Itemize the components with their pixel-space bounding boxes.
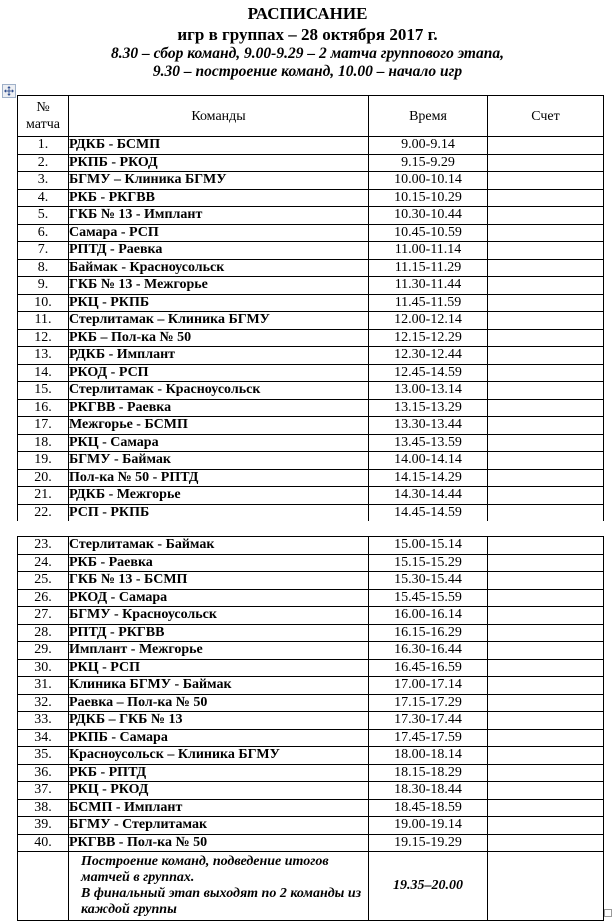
schedule-table-part1 <box>17 95 604 521</box>
page-subtitle: игр в группах – 28 октября 2017 г. <box>177 25 438 44</box>
match-time-cell: 18.45-18.59 <box>369 799 488 817</box>
closing-note-line1: Построение команд, подведение итогов матчей в группах. <box>81 854 329 885</box>
match-row <box>18 189 604 207</box>
match-time-cell: 10.30-10.44 <box>369 207 488 225</box>
match-row <box>18 677 604 695</box>
match-number-cell: 32. <box>18 694 69 712</box>
match-time-cell: 9.00-9.14 <box>369 137 488 155</box>
score-cell <box>488 729 604 747</box>
match-number-cell: 11. <box>18 312 69 330</box>
match-teams-cell: Баймак - Красноусольск <box>69 259 369 277</box>
col-header-teams: Команды <box>69 96 369 137</box>
match-teams-cell: Самара - РСП <box>69 224 369 242</box>
match-teams-cell: РКЦ - РКПБ <box>69 294 369 312</box>
match-time-cell: 17.00-17.14 <box>369 677 488 695</box>
score-cell <box>488 242 604 260</box>
match-time-cell: 10.15-10.29 <box>369 189 488 207</box>
match-row <box>18 799 604 817</box>
match-teams-cell: РКПБ - Самара <box>69 729 369 747</box>
match-teams-cell: ГКБ № 13 - Имплант <box>69 207 369 225</box>
match-row <box>18 382 604 400</box>
match-teams-cell: Красноусольск – Клиника БГМУ <box>69 747 369 765</box>
match-number-cell: 2. <box>18 154 69 172</box>
score-cell <box>488 572 604 590</box>
match-time-cell: 11.30-11.44 <box>369 277 488 295</box>
closing-note-cell <box>69 852 369 921</box>
score-cell <box>488 607 604 625</box>
score-cell <box>488 694 604 712</box>
match-teams-cell: РПТД - Раевка <box>69 242 369 260</box>
score-cell <box>488 312 604 330</box>
score-cell <box>488 434 604 452</box>
match-teams-cell: БГМУ - Баймак <box>69 452 369 470</box>
match-teams-cell: РКГВВ - Раевка <box>69 399 369 417</box>
match-teams-cell: РКГВВ - Пол-ка № 50 <box>69 834 369 852</box>
match-row <box>18 589 604 607</box>
match-teams-cell: Раевка – Пол-ка № 50 <box>69 694 369 712</box>
match-row <box>18 659 604 677</box>
match-teams-cell: Стерлитамак – Клиника БГМУ <box>69 312 369 330</box>
match-number-cell: 5. <box>18 207 69 225</box>
page-title: РАСПИСАНИЕ <box>247 4 368 23</box>
match-row <box>18 537 604 555</box>
table-header-row <box>18 96 604 137</box>
score-cell <box>488 137 604 155</box>
match-teams-cell: РКОД - Самара <box>69 589 369 607</box>
match-row <box>18 834 604 852</box>
closing-time-cell: 19.35–20.00 <box>369 852 488 921</box>
match-row <box>18 434 604 452</box>
document-header <box>0 0 615 81</box>
match-row <box>18 242 604 260</box>
match-time-cell: 12.30-12.44 <box>369 347 488 365</box>
match-teams-cell: БСМП - Имплант <box>69 799 369 817</box>
match-number-cell: 4. <box>18 189 69 207</box>
match-number-cell: 37. <box>18 782 69 800</box>
match-number-cell: 12. <box>18 329 69 347</box>
match-no-header-line2: матча <box>26 117 60 132</box>
match-no-header-line1: № <box>36 100 50 115</box>
match-time-cell: 10.00-10.14 <box>369 172 488 190</box>
match-row <box>18 417 604 435</box>
match-time-cell: 12.15-12.29 <box>369 329 488 347</box>
score-cell <box>488 364 604 382</box>
match-teams-cell: РДКБ - Имплант <box>69 347 369 365</box>
match-teams-cell: РКБ - РПТД <box>69 764 369 782</box>
match-time-cell: 10.45-10.59 <box>369 224 488 242</box>
score-cell <box>488 207 604 225</box>
match-number-cell: 39. <box>18 817 69 835</box>
match-row <box>18 712 604 730</box>
score-cell <box>488 329 604 347</box>
match-teams-cell: ГКБ № 13 - Межгорье <box>69 277 369 295</box>
four-way-arrow-icon <box>4 86 14 96</box>
score-cell <box>488 677 604 695</box>
score-cell <box>488 347 604 365</box>
match-row <box>18 259 604 277</box>
match-time-cell: 19.15-19.29 <box>369 834 488 852</box>
score-cell <box>488 154 604 172</box>
match-time-cell: 18.00-18.14 <box>369 747 488 765</box>
score-cell <box>488 817 604 835</box>
score-cell <box>488 224 604 242</box>
score-cell <box>488 624 604 642</box>
score-cell <box>488 834 604 852</box>
match-time-cell: 12.00-12.14 <box>369 312 488 330</box>
match-teams-cell: Стерлитамак - Красноусольск <box>69 382 369 400</box>
match-number-cell: 33. <box>18 712 69 730</box>
match-row <box>18 172 604 190</box>
match-number-cell: 3. <box>18 172 69 190</box>
match-number-cell: 29. <box>18 642 69 660</box>
match-row <box>18 312 604 330</box>
match-time-cell: 11.15-11.29 <box>369 259 488 277</box>
match-number-cell: 35. <box>18 747 69 765</box>
match-number-cell: 30. <box>18 659 69 677</box>
match-time-cell: 16.30-16.44 <box>369 642 488 660</box>
match-time-cell: 15.00-15.14 <box>369 537 488 555</box>
match-number-cell: 40. <box>18 834 69 852</box>
col-header-score: Счет <box>488 96 604 137</box>
match-teams-cell: РКБ - РКГВВ <box>69 189 369 207</box>
score-cell <box>488 382 604 400</box>
match-teams-cell: РКБ - Раевка <box>69 554 369 572</box>
score-cell <box>488 417 604 435</box>
match-time-cell: 16.15-16.29 <box>369 624 488 642</box>
match-time-cell: 18.15-18.29 <box>369 764 488 782</box>
match-time-cell: 13.00-13.14 <box>369 382 488 400</box>
match-row <box>18 364 604 382</box>
match-number-cell: 27. <box>18 607 69 625</box>
match-row <box>18 154 604 172</box>
score-cell <box>488 277 604 295</box>
match-time-cell: 13.45-13.59 <box>369 434 488 452</box>
match-row <box>18 694 604 712</box>
score-cell <box>488 487 604 505</box>
match-teams-cell: РДКБ - БСМП <box>69 137 369 155</box>
match-row <box>18 607 604 625</box>
match-row <box>18 764 604 782</box>
match-time-cell: 19.00-19.14 <box>369 817 488 835</box>
match-number-cell: 14. <box>18 364 69 382</box>
match-row <box>18 554 604 572</box>
match-teams-cell: Межгорье - БСМП <box>69 417 369 435</box>
score-cell <box>488 189 604 207</box>
match-number-cell: 24. <box>18 554 69 572</box>
match-number-cell: 8. <box>18 259 69 277</box>
match-number-cell: 6. <box>18 224 69 242</box>
score-cell <box>488 764 604 782</box>
match-number-cell: 23. <box>18 537 69 555</box>
match-teams-cell: РДКБ - Межгорье <box>69 487 369 505</box>
score-cell <box>488 172 604 190</box>
match-row <box>18 747 604 765</box>
match-teams-cell: БГМУ – Клиника БГМУ <box>69 172 369 190</box>
match-number-cell: 15. <box>18 382 69 400</box>
score-cell <box>488 399 604 417</box>
match-time-cell: 14.00-14.14 <box>369 452 488 470</box>
match-time-cell: 17.30-17.44 <box>369 712 488 730</box>
match-time-cell: 14.45-14.59 <box>369 504 488 521</box>
match-number-cell: 26. <box>18 589 69 607</box>
match-row <box>18 642 604 660</box>
match-row <box>18 487 604 505</box>
match-number-cell: 34. <box>18 729 69 747</box>
match-teams-cell: РКЦ - РСП <box>69 659 369 677</box>
match-number-cell: 1. <box>18 137 69 155</box>
match-teams-cell: РСП - РКПБ <box>69 504 369 521</box>
match-row <box>18 469 604 487</box>
score-cell <box>488 852 604 921</box>
match-number-cell: 9. <box>18 277 69 295</box>
col-header-match-number <box>18 96 69 137</box>
closing-ceremony-row <box>18 852 604 921</box>
match-number-cell: 28. <box>18 624 69 642</box>
match-time-cell: 17.15-17.29 <box>369 694 488 712</box>
match-time-cell: 14.15-14.29 <box>369 469 488 487</box>
match-row <box>18 347 604 365</box>
match-teams-cell: РПТД - РКГВВ <box>69 624 369 642</box>
match-row <box>18 224 604 242</box>
score-cell <box>488 799 604 817</box>
match-time-cell: 18.30-18.44 <box>369 782 488 800</box>
match-number-cell: 18. <box>18 434 69 452</box>
match-time-cell: 16.00-16.14 <box>369 607 488 625</box>
match-number-cell: 20. <box>18 469 69 487</box>
score-cell <box>488 259 604 277</box>
match-time-cell: 13.30-13.44 <box>369 417 488 435</box>
match-number-cell: 21. <box>18 487 69 505</box>
match-teams-cell: БГМУ - Стерлитамак <box>69 817 369 835</box>
match-teams-cell: Пол-ка № 50 - РПТД <box>69 469 369 487</box>
match-teams-cell: РДКБ – ГКБ № 13 <box>69 712 369 730</box>
match-number-cell: 17. <box>18 417 69 435</box>
match-number-cell: 38. <box>18 799 69 817</box>
match-row <box>18 329 604 347</box>
score-cell <box>488 469 604 487</box>
match-number-cell <box>18 852 69 921</box>
score-cell <box>488 294 604 312</box>
match-teams-cell: Стерлитамак - Баймак <box>69 537 369 555</box>
match-number-cell: 31. <box>18 677 69 695</box>
match-number-cell: 16. <box>18 399 69 417</box>
match-teams-cell: РКЦ - Самара <box>69 434 369 452</box>
match-time-cell: 9.15-9.29 <box>369 154 488 172</box>
match-number-cell: 36. <box>18 764 69 782</box>
match-number-cell: 25. <box>18 572 69 590</box>
score-cell <box>488 589 604 607</box>
match-time-cell: 13.15-13.29 <box>369 399 488 417</box>
match-time-cell: 16.45-16.59 <box>369 659 488 677</box>
score-cell <box>488 504 604 521</box>
schedule-note-line2: 9.30 – построение команд, 10.00 – начало игр <box>152 63 463 80</box>
score-cell <box>488 747 604 765</box>
match-time-cell: 11.45-11.59 <box>369 294 488 312</box>
score-cell <box>488 712 604 730</box>
match-teams-cell: РКПБ - РКОД <box>69 154 369 172</box>
match-teams-cell: РКОД - РСП <box>69 364 369 382</box>
score-cell <box>488 537 604 555</box>
match-teams-cell: РКЦ - РКОД <box>69 782 369 800</box>
score-cell <box>488 659 604 677</box>
score-cell <box>488 452 604 470</box>
match-number-cell: 22. <box>18 504 69 521</box>
match-row <box>18 277 604 295</box>
match-teams-cell: ГКБ № 13 - БСМП <box>69 572 369 590</box>
match-row <box>18 137 604 155</box>
match-row <box>18 207 604 225</box>
match-time-cell: 11.00-11.14 <box>369 242 488 260</box>
closing-note-line2: В финальный этап выходят по 2 команды из каждой группы <box>81 886 362 917</box>
match-teams-cell: Имплант - Межгорье <box>69 642 369 660</box>
match-teams-cell: РКБ – Пол-ка № 50 <box>69 329 369 347</box>
match-time-cell: 15.15-15.29 <box>369 554 488 572</box>
match-time-cell: 12.45-14.59 <box>369 364 488 382</box>
match-number-cell: 10. <box>18 294 69 312</box>
match-teams-cell: Клиника БГМУ - Баймак <box>69 677 369 695</box>
table-resize-handle-icon[interactable] <box>604 909 612 917</box>
match-row <box>18 624 604 642</box>
match-time-cell: 14.30-14.44 <box>369 487 488 505</box>
score-cell <box>488 642 604 660</box>
table-move-handle-icon[interactable] <box>2 84 16 98</box>
match-number-cell: 7. <box>18 242 69 260</box>
match-time-cell: 15.30-15.44 <box>369 572 488 590</box>
match-row <box>18 572 604 590</box>
score-cell <box>488 782 604 800</box>
match-teams-cell: БГМУ - Красноусольск <box>69 607 369 625</box>
col-header-time: Время <box>369 96 488 137</box>
match-row <box>18 452 604 470</box>
match-row <box>18 504 604 521</box>
match-row <box>18 729 604 747</box>
match-row <box>18 817 604 835</box>
match-row <box>18 294 604 312</box>
match-number-cell: 19. <box>18 452 69 470</box>
schedule-note-line1: 8.30 – сбор команд, 9.00-9.29 – 2 матча группового этапа, <box>110 45 504 62</box>
match-time-cell: 17.45-17.59 <box>369 729 488 747</box>
match-number-cell: 13. <box>18 347 69 365</box>
schedule-table-part2 <box>17 536 604 921</box>
score-cell <box>488 554 604 572</box>
match-time-cell: 15.45-15.59 <box>369 589 488 607</box>
match-row <box>18 782 604 800</box>
match-row <box>18 399 604 417</box>
